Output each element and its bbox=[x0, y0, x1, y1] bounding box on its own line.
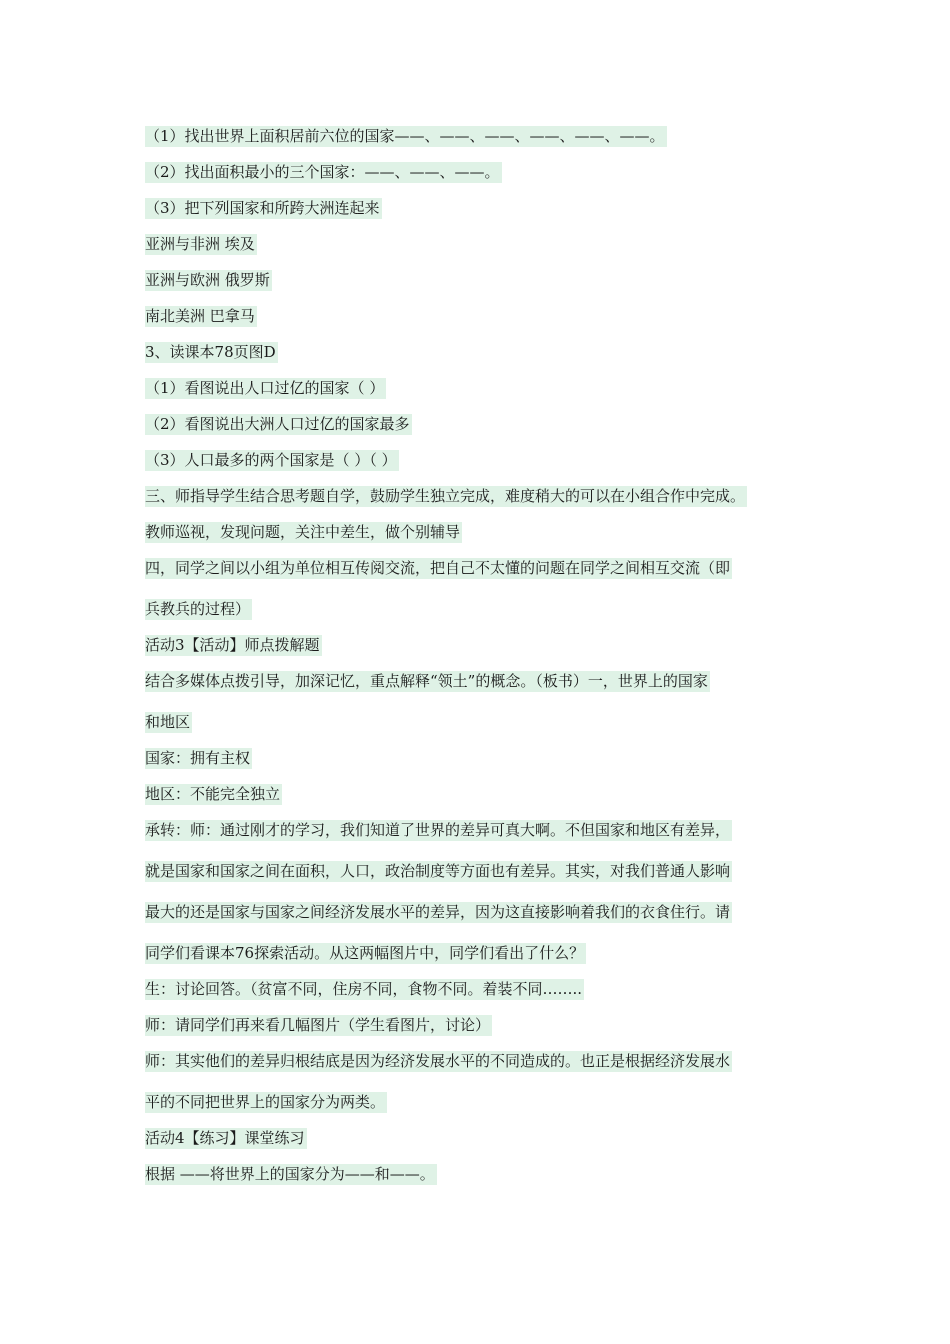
line-text: 三、师指导学生结合思考题自学，鼓励学生独立完成，难度稍大的可以在小组合作中完成。 bbox=[145, 487, 746, 505]
line-russia bbox=[145, 271, 272, 290]
line-text: 亚洲与非洲 埃及 bbox=[145, 235, 255, 253]
line-text: 结合多媒体点拨引导，加深记忆，重点解释“领土”的概念。（板书）一，世界上的国家 bbox=[145, 672, 708, 690]
line-text: 兵教兵的过程） bbox=[145, 600, 251, 618]
line-text: 生：讨论回答。（贫富不同，住房不同，食物不同。着装不同…….. bbox=[145, 980, 583, 998]
line-territory-explain bbox=[145, 672, 710, 691]
line-transition-2 bbox=[145, 862, 732, 881]
line-teacher-summary-cont bbox=[145, 1093, 387, 1112]
line-text: 同学们看课本76探索活动。从这两幅图片中，同学们看出了什么？ bbox=[145, 944, 585, 962]
line-text: （2）找出面积最小的三个国家：——、——、——。 bbox=[145, 163, 500, 181]
line-exercise bbox=[145, 1165, 437, 1184]
line-activity-4-heading bbox=[145, 1129, 307, 1148]
line-text: 承转：师：通过刚才的学习，我们知道了世界的差异可真大啊。不但国家和地区有差异， bbox=[145, 821, 731, 839]
line-section-4-cont bbox=[145, 600, 252, 619]
line-text: 国家：拥有主权 bbox=[145, 749, 251, 767]
line-text: 师：请同学们再来看几幅图片（学生看图片，讨论） bbox=[145, 1016, 491, 1034]
line-student-answer bbox=[145, 980, 584, 999]
line-text: 师：其实他们的差异归根结底是因为经济发展水平的不同造成的。也正是根据经济发展水 bbox=[145, 1052, 731, 1070]
line-text: 平的不同把世界上的国家分为两类。 bbox=[145, 1093, 386, 1111]
line-transition-4 bbox=[145, 944, 586, 963]
line-q2-smallest-countries bbox=[145, 163, 502, 182]
line-text: 和地区 bbox=[145, 713, 191, 731]
line-activity-3-heading bbox=[145, 636, 322, 655]
line-text: （1）看图说出人口过亿的国家（ ） bbox=[145, 379, 385, 397]
line-teacher-patrol bbox=[145, 523, 462, 542]
line-pop-q1 bbox=[145, 379, 386, 398]
line-teacher-summary bbox=[145, 1052, 732, 1071]
line-text: 教师巡视，发现问题，关注中差生，做个别辅导 bbox=[145, 523, 461, 541]
line-teacher-pictures bbox=[145, 1016, 492, 1035]
line-country-def bbox=[145, 749, 252, 768]
line-text: （3）人口最多的两个国家是（ ）（ ） bbox=[145, 451, 397, 469]
line-text: （2）看图说出大洲人口过亿的国家最多 bbox=[145, 415, 410, 433]
line-transition-1 bbox=[145, 821, 732, 840]
line-text: 就是国家和国家之间在面积，人口，政治制度等方面也有差异。其实，对我们普通人影响 bbox=[145, 862, 731, 880]
line-text: 南北美洲 巴拿马 bbox=[145, 307, 255, 325]
line-text: 3、读课本78页图D bbox=[145, 343, 276, 361]
line-text: （3）把下列国家和所跨大洲连起来 bbox=[145, 199, 380, 217]
line-text: （1）找出世界上面积居前六位的国家——、——、——、——、——、——。 bbox=[145, 127, 665, 145]
line-pop-q3 bbox=[145, 451, 399, 470]
line-text: 活动4【练习】课堂练习 bbox=[145, 1129, 305, 1147]
line-egypt bbox=[145, 235, 257, 254]
line-text: 根据 ——将世界上的国家分为——和——。 bbox=[145, 1165, 435, 1183]
line-text: 地区：不能完全独立 bbox=[145, 785, 281, 803]
line-text: 活动3【活动】师点拨解题 bbox=[145, 636, 320, 654]
line-text: 四，同学之间以小组为单位相互传阅交流，把自己不太懂的问题在同学之间相互交流（即 bbox=[145, 559, 731, 577]
line-text: 最大的还是国家与国家之间经济发展水平的差异，因为这直接影响着我们的衣食住行。请 bbox=[145, 903, 731, 921]
line-section-3 bbox=[145, 487, 747, 506]
line-read-page-78 bbox=[145, 343, 278, 362]
line-panama bbox=[145, 307, 257, 326]
line-region-def bbox=[145, 785, 282, 804]
line-q3-connect bbox=[145, 199, 382, 218]
line-section-4 bbox=[145, 559, 732, 578]
line-territory-explain-cont bbox=[145, 713, 192, 732]
line-text: 亚洲与欧洲 俄罗斯 bbox=[145, 271, 270, 289]
line-transition-3 bbox=[145, 903, 732, 922]
line-pop-q2 bbox=[145, 415, 412, 434]
line-q1-largest-countries bbox=[145, 127, 667, 146]
